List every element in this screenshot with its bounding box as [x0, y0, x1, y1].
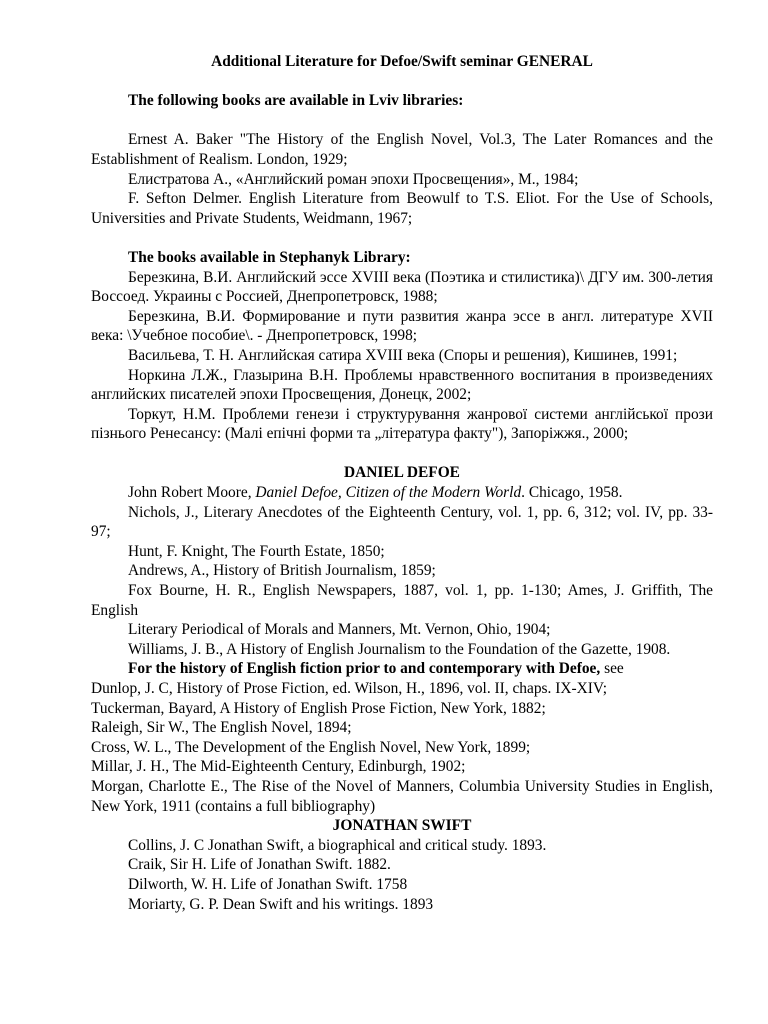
list-item: Craik, Sir H. Life of Jonathan Swift. 1882. [128, 856, 391, 874]
fiction-lead-rest: see [600, 660, 624, 678]
document-title: Additional Literature for Defoe/Swift seminar GENERAL [211, 53, 593, 70]
list-item: Williams, J. B., A History of English Journalism to the Foundation of the Gazette, 1908. [128, 640, 671, 658]
swift-heading: JONATHAN SWIFT [332, 817, 472, 835]
list-item: Елистратова А., «Английский роман эпохи Просвещения», М., 1984; [128, 170, 579, 188]
swift-entries-list [91, 836, 713, 914]
defoe-heading: DANIEL DEFOE [344, 464, 460, 482]
fiction-lead-bold: For the history of English fiction prior to and contemporary with Defoe, [128, 660, 601, 678]
list-item: Collins, J. C Jonathan Swift, a biographical and critical study. 1893. [128, 836, 547, 854]
list-item: Cross, W. L., The Development of the English Novel, New York, 1899; [91, 738, 531, 756]
list-item [91, 483, 713, 503]
lviv-entries-list [91, 130, 713, 228]
entry-rest: . Chicago, 1958. [521, 484, 623, 502]
stephanyk-library-heading: The books available in Stephanyk Library: [128, 248, 411, 266]
list-item: Васильева, Т. Н. Английская сатира XVIII века (Споры и решения), Кишинев, 1991; [128, 346, 678, 364]
entry-title: Daniel Defoe, Citizen of the Modern World [255, 484, 522, 502]
list-item: Nichols, J., Literary Anecdotes of the Eighteenth Century, vol. 1, pp. 6, 312; vol. IV, pp. 33-97; [91, 503, 713, 541]
defoe-entries-list [91, 483, 713, 679]
list-item: Millar, J. H., The Mid-Eighteenth Century, Edinburgh, 1902; [91, 758, 466, 776]
list-item: Fox Bourne, H. R., English Newspapers, 1887, vol. 1, pp. 1-130; Ames, J. Griffith, The English [91, 582, 713, 619]
stephanyk-entries-list [91, 268, 713, 444]
list-item: Торкут, Н.М. Проблеми генези і структурування жанрової системи англійської прози пізнього Ренесансу: (Малі епічні форми та „література факту"), Запоріжжя., 2000; [91, 405, 713, 443]
list-item: Dilworth, W. H. Life of Jonathan Swift. 1758 [128, 875, 408, 893]
lviv-libraries-heading: The following books are available in Lviv libraries: [128, 92, 464, 110]
list-item: Hunt, F. Knight, The Fourth Estate, 1850; [128, 542, 385, 560]
list-item: Raleigh, Sir W., The English Novel, 1894; [91, 719, 352, 737]
list-item: Literary Periodical of Morals and Manners, Mt. Vernon, Ohio, 1904; [128, 621, 551, 639]
list-item: Dunlop, J. C, History of Prose Fiction, ed. Wilson, H., 1896, vol. II, chaps. IX-XIV; [91, 680, 608, 697]
list-item: Moriarty, G. P. Dean Swift and his writings. 1893 [128, 895, 434, 913]
list-item: Норкина Л.Ж., Глазырина В.Н. Проблемы нравственного воспитания в произведениях английских писателей эпохи Просвещения, Донецк, 2002; [91, 366, 713, 404]
entry-author: John Robert Moore, [128, 484, 256, 502]
list-item: Andrews, A., History of British Journalism, 1859; [128, 562, 436, 580]
list-item: Березкина, В.И. Формирование и пути развития жанра эссе в англ. литературе XVII века: \Учебное пособие\. - Днепропетровск, 1998; [91, 307, 713, 345]
fiction-entries-list [91, 679, 713, 816]
list-item: Березкина, В.И. Английский эссе XVIII века (Поэтика и стилистика)\ ДГУ им. 300-летия Воссоед. Украины с Россией, Днепропетровск, 1988; [91, 268, 713, 306]
list-item: Tuckerman, Bayard, A History of English Prose Fiction, New York, 1882; [91, 699, 546, 717]
list-item: F. Sefton Delmer. English Literature from Beowulf to T.S. Eliot. For the Use of Schools, Universities and Private Students, Weidmann, 1967; [91, 190, 713, 227]
list-item: Morgan, Charlotte E., The Rise of the Novel of Manners, Columbia University Studies in English, New York, 1911 (contains a full bibliography) [91, 777, 713, 815]
fiction-lead [91, 659, 713, 679]
list-item: Ernest A. Baker "The History of the English Novel, Vol.3, The Later Romances and the Establishment of Realism. London, 1929; [91, 131, 713, 168]
